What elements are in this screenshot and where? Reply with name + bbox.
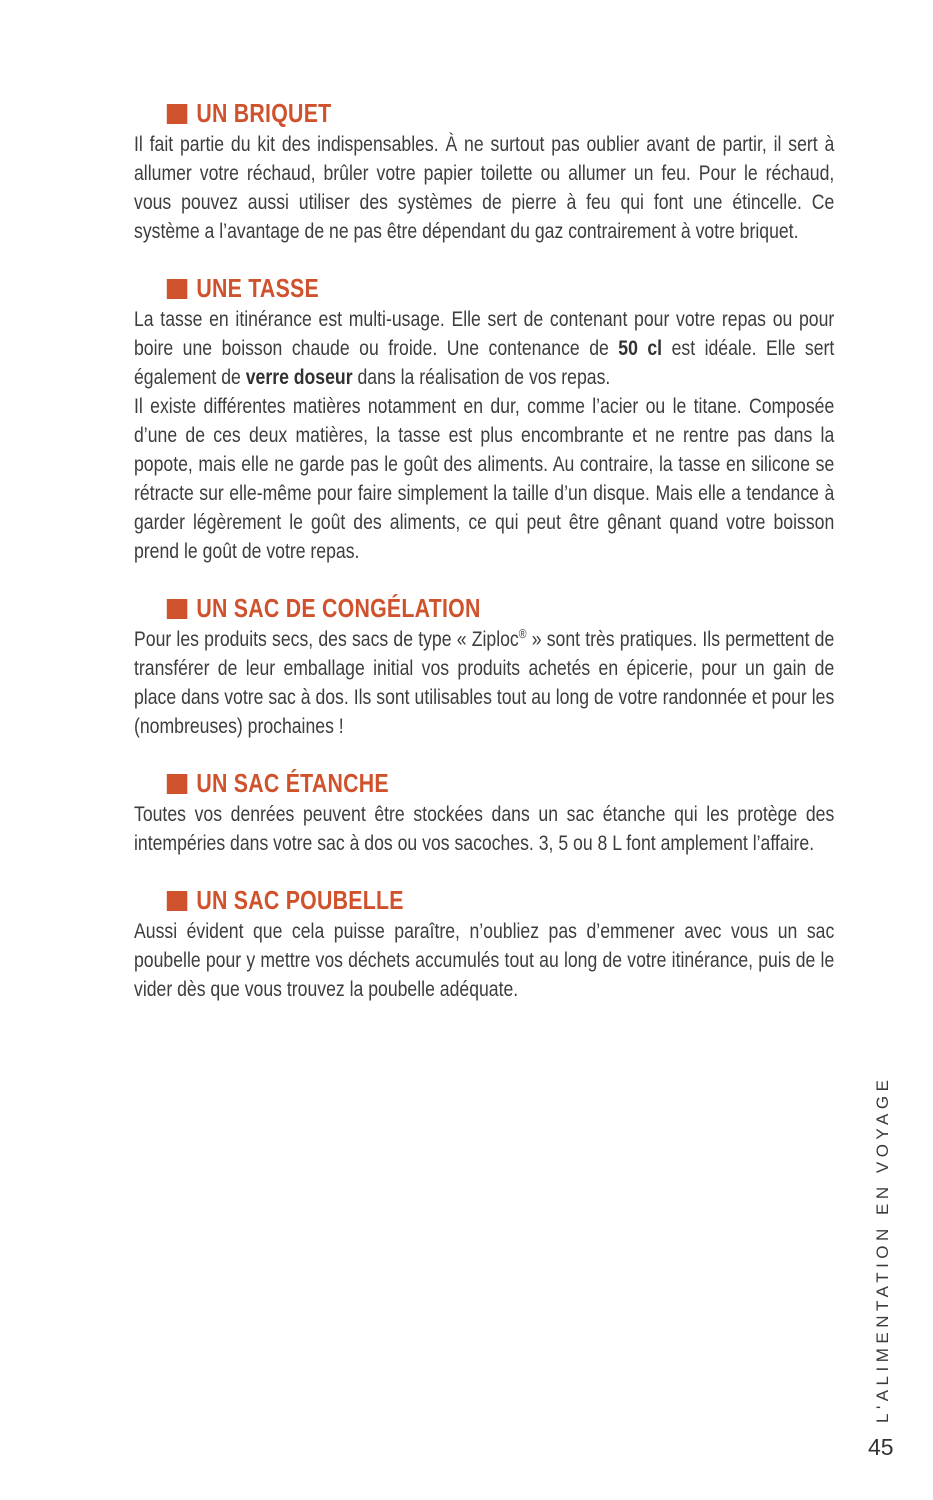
main-text-column [134,100,834,1004]
section-heading [167,275,834,301]
chapter-sidebar-label: L'ALIMENTATION EN VOYAGE [873,1075,892,1423]
paragraph-text: » sont très pratiques. Ils permettent de transférer de leur emballage initial vos produits achetés en épicerie, pour un gain de place dans votre sac à dos. Ils sont utilisables tout au long de votre randonnée et pour les (nombreuses) prochaines ! [134,627,835,738]
section-tasse [134,275,834,566]
section-heading-text: UN BRIQUET [196,98,332,128]
bold-text: 50 cl [618,336,663,360]
section-heading-text: UN SAC DE CONGÉLATION [196,593,481,623]
square-bullet-icon [167,104,188,124]
section-heading [167,887,834,913]
section-heading-text: UN SAC ÉTANCHE [196,768,389,798]
section-briquet [134,100,834,246]
page-number: 45 [868,1434,894,1460]
registered-trademark-symbol: ® [518,625,527,641]
square-bullet-icon [167,599,188,619]
paragraph-text: Aussi évident que cela puisse paraître, n’oubliez pas d’emmener avec vous un sac poubelle pour y mettre vos déchets accumulés tout au long de votre itinérance, puis de le vider dès que vous trouvez la poubelle adéquate. [134,919,835,1001]
paragraph [134,130,834,246]
section-sac-etanche [134,770,834,858]
paragraph [134,305,834,392]
section-heading-text: UN SAC POUBELLE [196,885,404,915]
paragraph [134,917,834,1004]
paragraph-text: Il fait partie du kit des indispensables. À ne surtout pas oublier avant de partir, il sert à allumer votre réchaud, brûler votre papier toilette ou allumer un feu. Pour le réchaud, vous pouvez aussi utiliser des systèmes de pierre à feu qui font une étincelle. Ce système a l’avantage de ne pas être dépendant du gaz contrairement à votre briquet. [134,132,835,243]
square-bullet-icon [167,279,188,299]
section-heading [167,770,834,796]
paragraph [134,392,834,566]
paragraph-text: Toutes vos denrées peuvent être stockées dans un sac étanche qui les protège des intempéries dans votre sac à dos ou vos sacoches. 3, 5 ou 8 L font amplement l’affaire. [134,802,835,855]
paragraph-text: Il existe différentes matières notamment en dur, comme l’acier ou le titane. Composée d’une de ces deux matières, la tasse est plus encombrante et ne rentre pas dans la popote, mais elle ne garde pas le goût des aliments. Au contraire, la tasse en silicone se rétracte sur elle-même pour faire simplement la taille d’un disque. Mais elle a tendance à garder légèrement le goût des aliments, ce qui peut être gênant quand votre boisson prend le goût de votre repas. [134,394,835,563]
paragraph-text: dans la réalisation de vos repas. [352,365,611,389]
paragraph [134,800,834,858]
section-sac-poubelle [134,887,834,1004]
section-heading [167,100,834,126]
paragraph-text: Pour les produits secs, des sacs de type « Ziploc [134,627,519,651]
section-heading [167,595,834,621]
section-sac-congelation [134,595,834,741]
paragraph [134,625,834,741]
paragraph-text: est idéale. Elle sert également de [134,336,835,389]
section-heading-text: UNE TASSE [196,273,319,303]
square-bullet-icon [167,774,188,794]
paragraph-text: La tasse en itinérance est multi-usage. Elle sert de contenant pour votre repas ou pour boire une boisson chaude ou froide. Une contenance de [134,307,835,360]
square-bullet-icon [167,891,188,911]
bold-text: verre doseur [245,365,353,389]
